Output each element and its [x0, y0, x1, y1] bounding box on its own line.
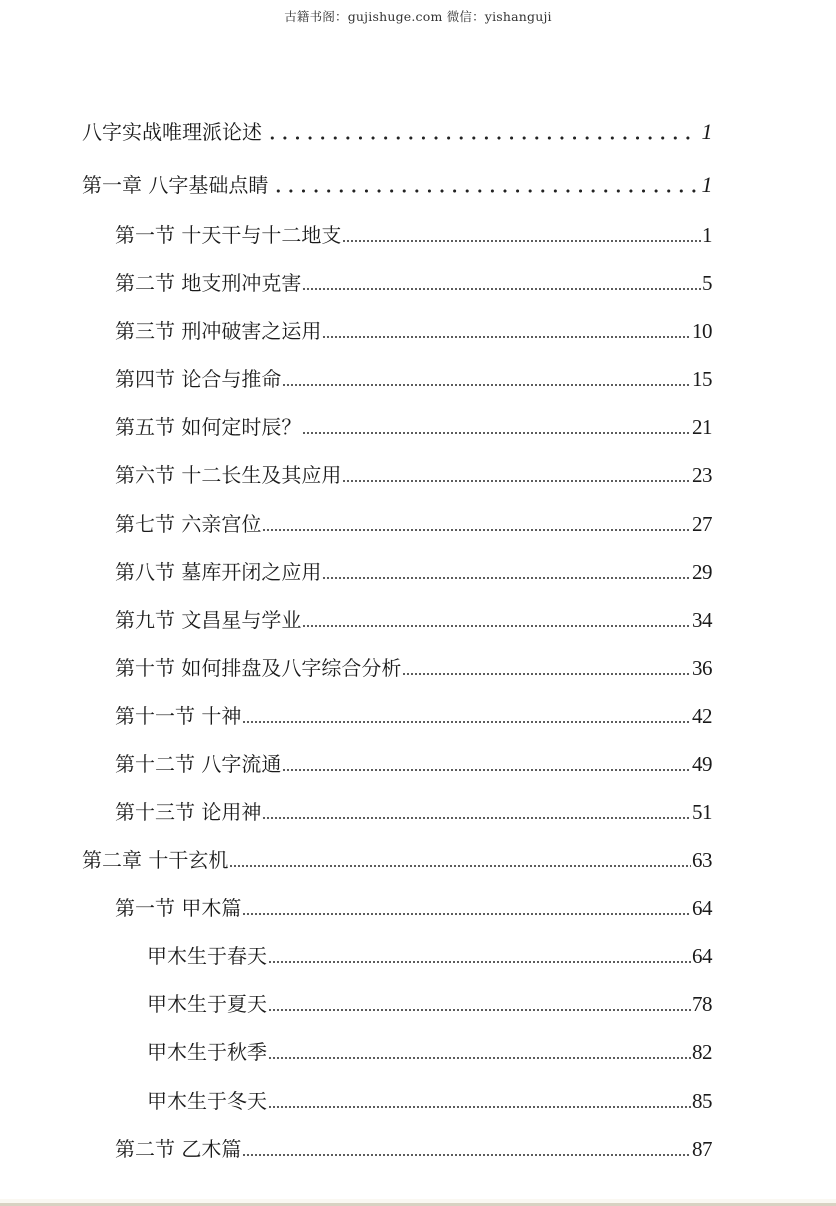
toc-entry[interactable] — [115, 412, 712, 442]
toc-entry-page: 21 — [692, 415, 712, 439]
dot-leader — [322, 572, 691, 580]
watermark-text: 古籍书阁：gujishuge.com 微信：yishanguji — [284, 9, 552, 24]
dot-leader — [302, 283, 701, 291]
toc-entry-page: 29 — [692, 560, 712, 584]
toc-entry-page: 42 — [692, 704, 712, 728]
dot-leader — [266, 133, 696, 141]
toc-entry-page: 49 — [692, 752, 712, 776]
toc-entry-title: 第八节 墓库开闭之应用 — [115, 560, 322, 584]
toc-entry-page: 10 — [692, 319, 712, 343]
dot-leader — [268, 1004, 691, 1012]
toc-entry-page: 63 — [692, 848, 712, 872]
toc-entry-title: 第十节 如何排盘及八字综合分析 — [115, 656, 402, 680]
toc-entry[interactable] — [147, 989, 712, 1019]
toc-entry-title: 第四节 论合与推命 — [115, 367, 282, 391]
toc-entry[interactable] — [82, 170, 712, 200]
toc-entry-page: 27 — [692, 512, 712, 536]
toc-entry[interactable] — [82, 117, 712, 147]
dot-leader — [229, 860, 691, 868]
toc-entry-title: 第二章 十干玄机 — [82, 848, 229, 872]
toc-entry-page: 36 — [692, 656, 712, 680]
toc-entry-page: 5 — [702, 271, 712, 295]
toc-entry[interactable] — [115, 701, 712, 731]
toc-entry-page: 87 — [692, 1137, 712, 1161]
dot-leader — [302, 427, 691, 435]
toc-entry[interactable] — [115, 364, 712, 394]
dot-leader — [262, 812, 691, 820]
dot-leader — [282, 764, 691, 772]
toc-entry[interactable] — [115, 220, 712, 250]
toc-entry-page: 64 — [692, 944, 712, 968]
dot-leader — [262, 524, 691, 532]
toc-entry[interactable] — [115, 797, 712, 827]
toc-entry-title: 甲木生于夏天 — [147, 992, 267, 1016]
toc-entry-title: 第三节 刑冲破害之运用 — [115, 319, 322, 343]
toc-entry[interactable] — [115, 605, 712, 635]
toc-entry-page: 51 — [692, 800, 712, 824]
toc-entry[interactable] — [147, 941, 712, 971]
toc-entry[interactable] — [115, 460, 712, 490]
dot-leader — [342, 475, 691, 483]
toc-entry-page: 85 — [692, 1089, 712, 1113]
dot-leader — [268, 956, 691, 964]
toc-entry-title: 第一节 甲木篇 — [115, 896, 242, 920]
toc-entry-title: 甲木生于冬天 — [147, 1089, 267, 1113]
dot-leader — [242, 1149, 691, 1157]
dot-leader — [242, 908, 691, 916]
toc-entry[interactable] — [115, 749, 712, 779]
dot-leader — [242, 716, 691, 724]
dot-leader — [322, 331, 691, 339]
toc-entry-page: 1 — [701, 119, 712, 144]
toc-entry-page: 23 — [692, 463, 712, 487]
toc-entry-title: 第一节 十天干与十二地支 — [115, 223, 342, 247]
toc-entry-page: 15 — [692, 367, 712, 391]
toc-entry-title: 甲木生于春天 — [147, 944, 267, 968]
toc-entry-title: 第九节 文昌星与学业 — [115, 608, 302, 632]
dot-leader — [342, 235, 701, 243]
toc-entry-title: 第一章 八字基础点睛 — [82, 173, 269, 197]
toc-entry-page: 82 — [692, 1040, 712, 1064]
toc-entry[interactable] — [147, 1086, 712, 1116]
toc-entry-title: 八字实战唯理派论述 — [82, 120, 262, 144]
dot-leader — [272, 186, 695, 194]
dot-leader — [302, 620, 691, 628]
toc-entry[interactable] — [115, 1134, 712, 1164]
toc-entry-title: 第二节 地支刑冲克害 — [115, 271, 302, 295]
toc-entry[interactable] — [115, 509, 712, 539]
toc-entry[interactable] — [147, 1037, 712, 1067]
dot-leader — [268, 1101, 691, 1109]
toc-entry-page: 64 — [692, 896, 712, 920]
toc-entry-page: 34 — [692, 608, 712, 632]
toc-entry[interactable] — [115, 893, 712, 923]
dot-leader — [402, 668, 691, 676]
toc-entry-title: 甲木生于秋季 — [147, 1040, 267, 1064]
toc-entry-page: 1 — [702, 223, 712, 247]
toc-entry-title: 第二节 乙木篇 — [115, 1137, 242, 1161]
toc-entry-page: 78 — [692, 992, 712, 1016]
toc-entry-title: 第五节 如何定时辰？ — [115, 415, 302, 439]
dot-leader — [268, 1052, 691, 1060]
toc-entry-title: 第十一节 十神 — [115, 704, 242, 728]
dot-leader — [282, 379, 691, 387]
toc-entry-title: 第十二节 八字流通 — [115, 752, 282, 776]
toc-entry[interactable] — [115, 653, 712, 683]
toc-entry[interactable] — [115, 268, 712, 298]
toc-entry-title: 第六节 十二长生及其应用 — [115, 463, 342, 487]
toc-entry[interactable] — [82, 845, 712, 875]
toc-entry-title: 第十三节 论用神 — [115, 800, 262, 824]
toc-entry[interactable] — [115, 316, 712, 346]
toc-entry[interactable] — [115, 557, 712, 587]
toc-entry-title: 第七节 六亲宫位 — [115, 512, 262, 536]
toc-entry-page: 1 — [701, 172, 712, 197]
